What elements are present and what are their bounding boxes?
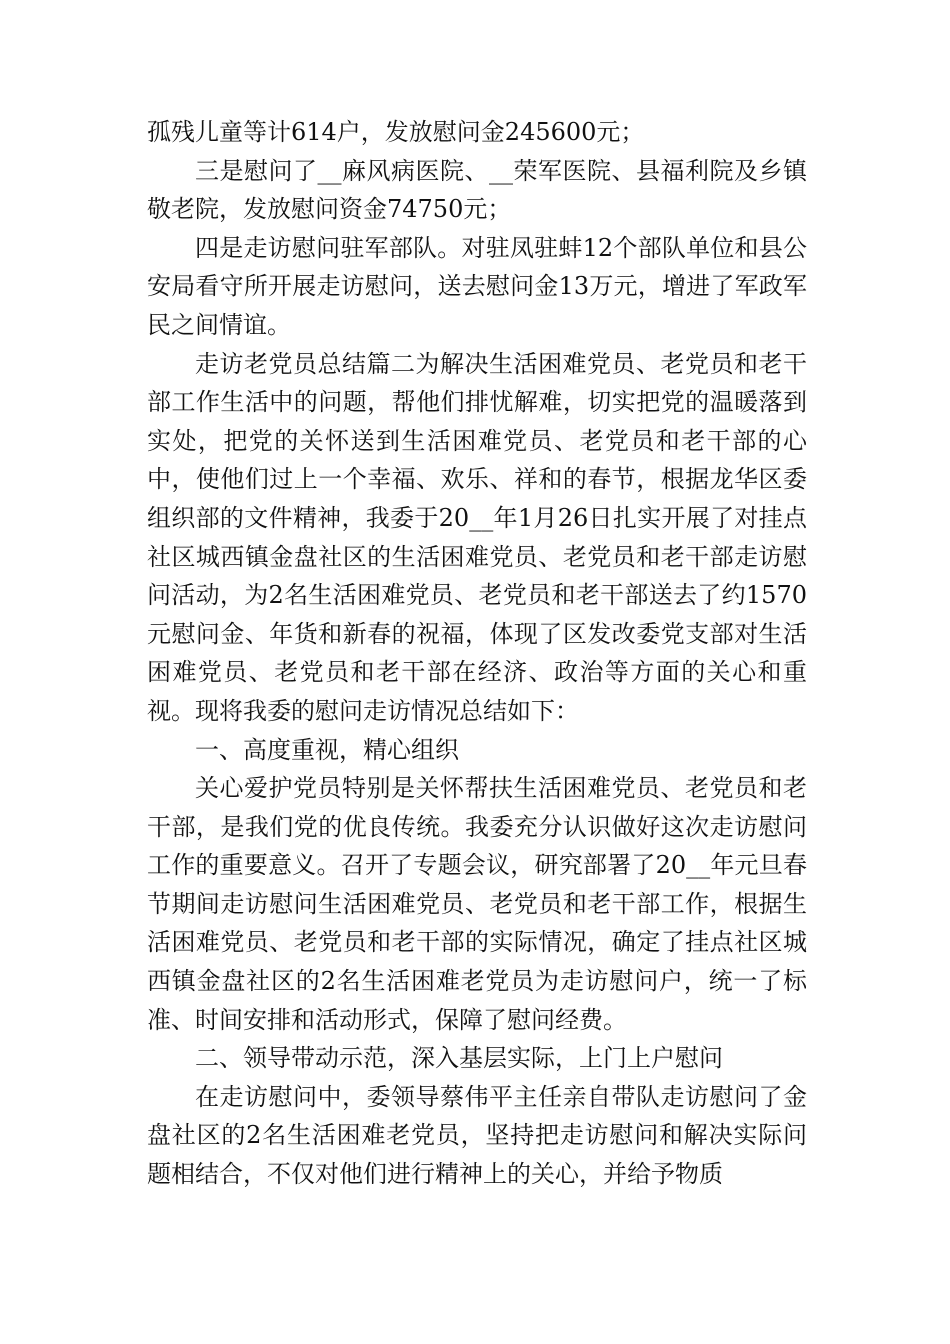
paragraph-3: 四是走访慰问驻军部队。对驻凤驻蚌12个部队单位和县公安局看守所开展走访慰问，送去慰问金13万元，增进了军政军民之间情谊。 — [147, 233, 807, 339]
paragraph-4: 走访老党员总结篇二为解决生活困难党员、老党员和老干部工作生活中的问题，帮他们排忧解难，切实把党的温暖落到实处，把党的关怀送到生活困难党员、老党员和老干部的心中，使他们过上一个幸福、欢乐、祥和的春节，根据龙华区委组织部的文件精神，我委于20__年1月26日扎实开展了对挂点社区城西镇金盘社区的生活困难党员、老党员和老干部走访慰问活动，为2名生活困难党员、老党员和老干部送去了约1570元慰问金、年货和新春的祝福，体现了区发改委党支部对生活困难党员、老党员和老干部在经济、政治等方面的关心和重视。现将我委的慰问走访情况总结如下： — [147, 349, 807, 725]
section-heading-2: 二、领导带动示范，深入基层实际，上门上户慰问 — [195, 1044, 723, 1073]
paragraph-6: 在走访慰问中，委领导蔡伟平主任亲自带队走访慰问了金盘社区的2名生活困难老党员，坚持把走访慰问和解决实际问题相结合，不仅对他们进行精神上的关心，并给予物质 — [147, 1082, 807, 1189]
paragraph-1: 孤残儿童等计614户，发放慰问金245600元； — [147, 118, 645, 146]
section-heading-1: 一、高度重视，精心组织 — [195, 735, 459, 764]
paragraph-5: 关心爱护党员特别是关怀帮扶生活困难党员、老党员和老干部，是我们党的优良传统。我委充分认识做好这次走访慰问工作的重要意义。召开了专题会议，研究部署了20__年元旦春节期间走访慰问生活困难党员、老党员和老干部工作，根据生活困难党员、老党员和老干部的实际情况，确定了挂点社区城西镇金盘社区的2名生活困难老党员为走访慰问户，统一了标准、时间安排和活动形式，保障了慰问经费。 — [147, 774, 807, 1034]
paragraph-2: 三是慰问了__麻风病医院、__荣军医院、县福利院及乡镇敬老院，发放慰问资金74750元； — [147, 156, 807, 224]
document-page — [147, 113, 807, 1194]
